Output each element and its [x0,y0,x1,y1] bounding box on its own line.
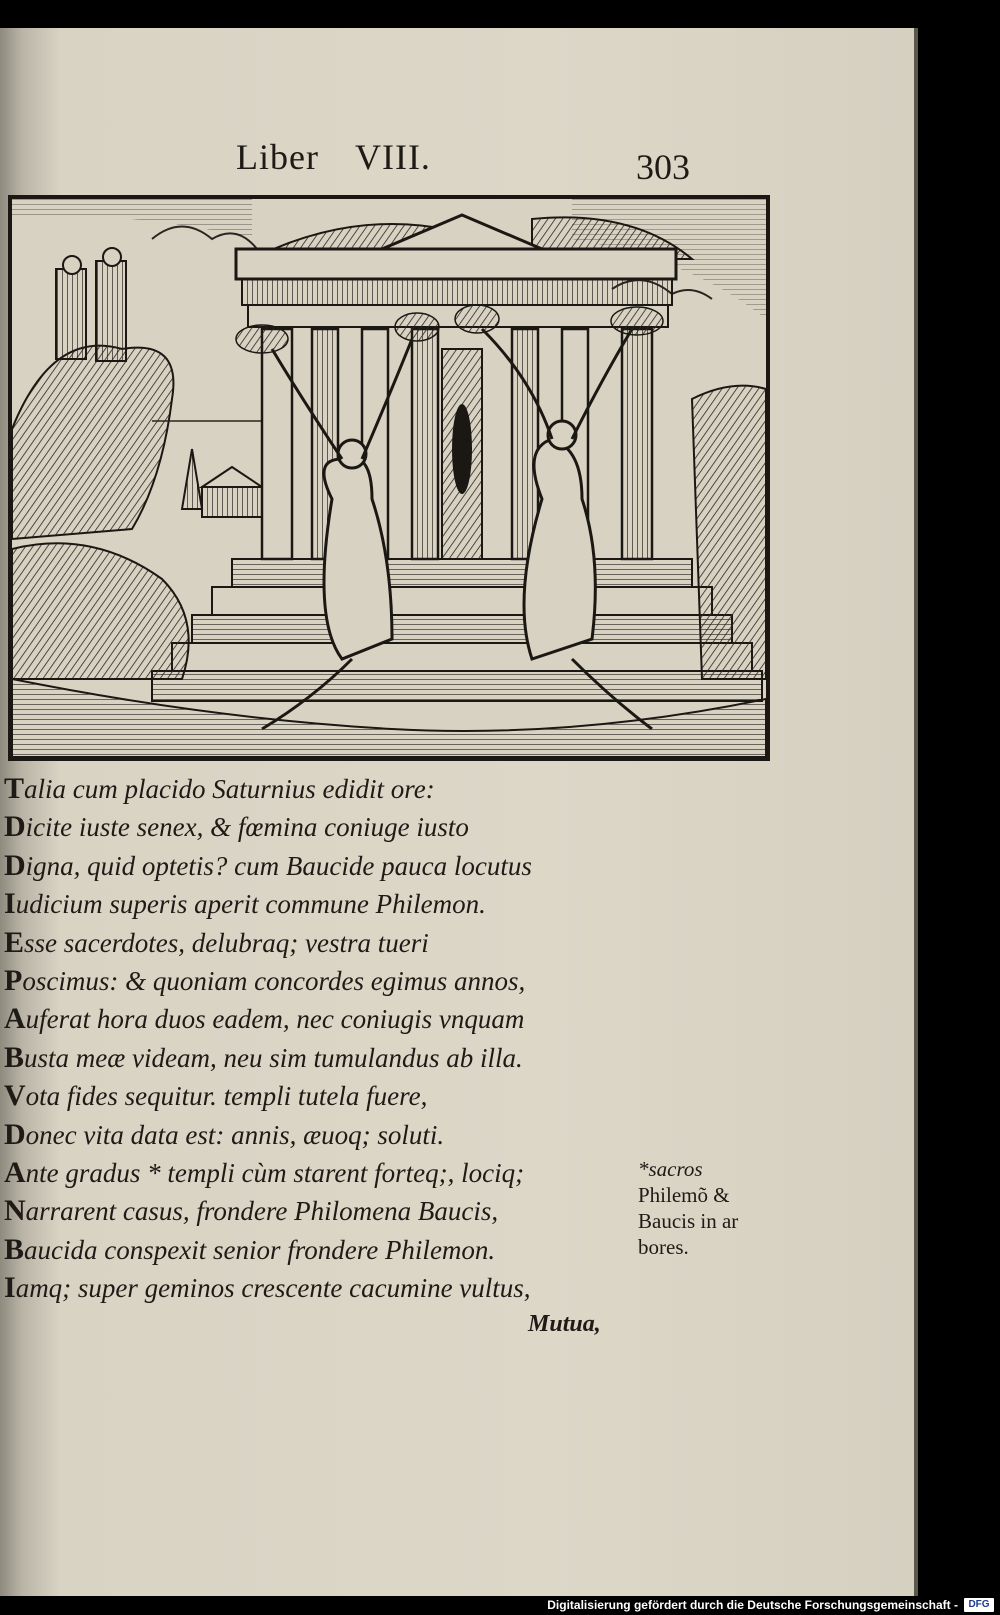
book-page [0,28,918,1596]
verse-line: Esse sacerdotes, delubraq; vestra tueri [4,925,429,959]
catchword: Mutua, [528,1311,601,1337]
verse-line: Baucida conspexit senior frondere Philemon. [4,1232,496,1266]
woodcut-temple-scene [12,199,766,757]
digitization-footer [0,1596,1000,1615]
verse-line: Busta meæ videam, neu sim tumulandus ab illa. [4,1040,523,1074]
verse-line: Ante gradus * templi cùm starent forteq;, lociq; [4,1156,525,1190]
verse-line: Vota fides sequitur. templi tutela fuere, [4,1079,428,1113]
verse-line: Talia cum placido Saturnius edidit ore: [4,772,435,805]
running-head-title: Liber [236,137,319,177]
dfg-logo-icon: DFG [964,1598,994,1612]
verse-line: Iamq; super geminos crescente cacumine vultus, [4,1271,531,1305]
marginal-note-line: *sacros [638,1157,703,1181]
verse-line: Donec vita data est: annis, æuoq; soluti. [4,1117,445,1151]
verse-line: Digna, quid optetis? cum Baucide pauca locutus [4,848,532,882]
marginal-note-line: Baucis in ar [638,1209,739,1233]
woodcut-illustration [8,195,770,761]
verse-line: Poscimus: & quoniam concordes egimus annos, [4,964,526,998]
marginal-note-line: Philemõ & [638,1183,730,1207]
verse-line: Dicite iuste senex, & fœmina coniuge iusto [4,810,469,844]
funding-credit: Digitalisierung gefördert durch die Deutsche Forschungsgemeinschaft - [547,1598,958,1612]
marginal-note-line: bores. [638,1235,689,1259]
marginal-note [638,1156,788,1260]
page-number: 303 [636,147,690,187]
verse-line: Iudicium superis aperit commune Philemon. [4,887,486,921]
verse-block [4,770,604,1308]
running-head-book: VIII. [354,137,431,177]
verse-line: Narrarent casus, frondere Philomena Baucis, [4,1194,499,1228]
running-head [236,136,431,178]
verse-line: Auferat hora duos eadem, nec coniugis vnquam [4,1002,525,1036]
